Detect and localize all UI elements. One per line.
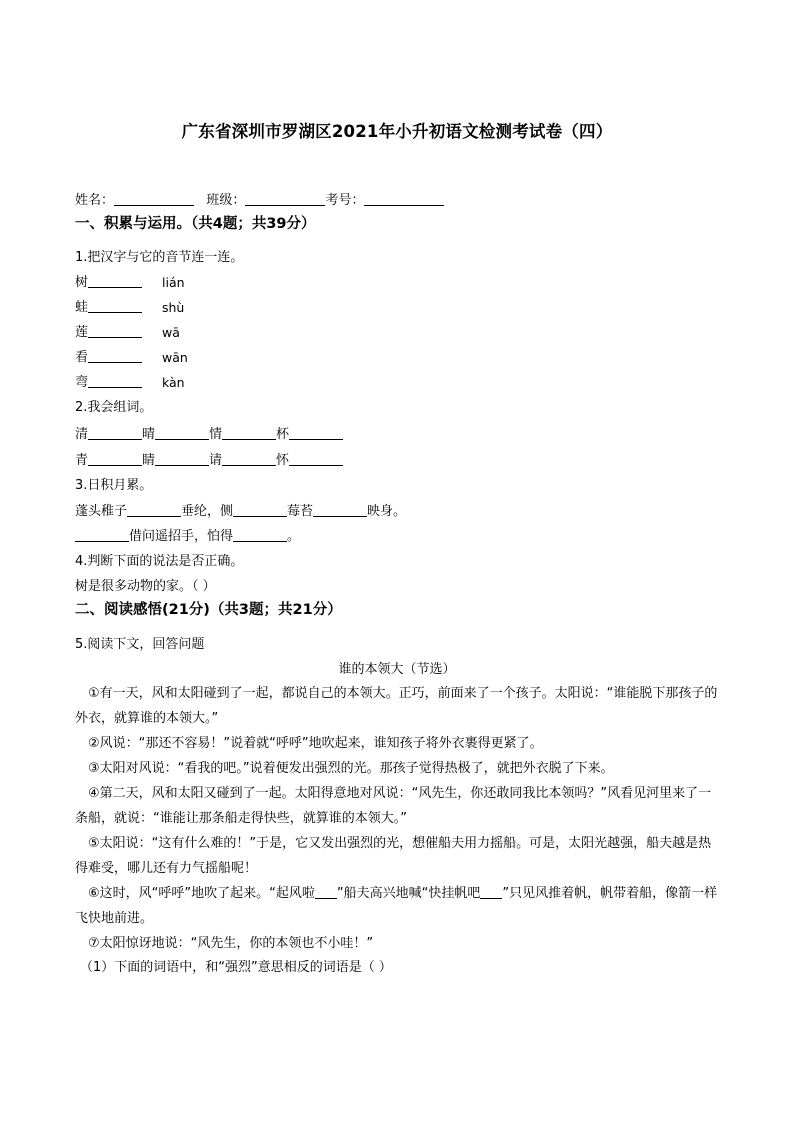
q2-stem: 2.我会组词。 <box>75 400 153 415</box>
q3-blank[interactable] <box>233 502 287 517</box>
q2-row-1 <box>75 425 343 445</box>
name-blank[interactable] <box>114 191 194 206</box>
q1-match-line[interactable] <box>88 323 142 338</box>
q1-pinyin: shù <box>162 300 185 315</box>
page-title: 广东省深圳市罗湖区2021年小升初语文检测考试卷（四） <box>181 122 613 141</box>
passage-paragraph-5 <box>75 831 721 881</box>
passage-paragraph-4 <box>75 781 721 831</box>
q2-blank[interactable] <box>155 425 209 440</box>
exam-number-blank[interactable] <box>364 191 444 206</box>
q4-statement: 树是很多动物的家。（ ） <box>75 579 216 594</box>
passage-paragraph-7 <box>75 931 721 956</box>
q3-text: 莓苔 <box>287 504 314 519</box>
passage-paragraph-1 <box>75 681 721 731</box>
q2-char: 青 <box>75 453 89 468</box>
q2-blank[interactable] <box>289 425 343 440</box>
q3-text: 蓬头稚子 <box>75 504 128 519</box>
punctuation-blank[interactable] <box>480 884 502 899</box>
q1-pinyin: wā <box>162 325 180 340</box>
q1-char-row <box>75 348 142 368</box>
name-label: 姓名： <box>75 193 115 208</box>
passage-paragraph-6 <box>75 881 721 931</box>
q3-blank[interactable] <box>233 527 287 542</box>
q1-pinyin: wān <box>162 350 188 365</box>
q3-text: 映身。 <box>367 504 407 519</box>
q1-char: 莲 <box>75 325 89 340</box>
q2-char: 怀 <box>276 453 290 468</box>
q5-stem: 5.阅读下文，回答问题 <box>75 637 205 652</box>
q3-blank[interactable] <box>75 527 129 542</box>
q1-match-line[interactable] <box>88 273 142 288</box>
q3-text: 垂纶，侧 <box>181 504 234 519</box>
q2-blank[interactable] <box>155 451 209 466</box>
q3-line-2 <box>75 527 300 547</box>
q1-char: 看 <box>75 350 89 365</box>
q3-text: 。 <box>287 529 301 544</box>
q1-match-line[interactable] <box>88 373 142 388</box>
q2-char: 杯 <box>276 427 290 442</box>
section1-heading: 一、积累与运用。（共4题；共39分） <box>75 216 316 232</box>
q1-char: 蛙 <box>75 300 89 315</box>
paragraph-text: ⑦太阳惊讶地说：“风先生，你的本领也不小哇！” <box>88 936 374 951</box>
q1-char-row <box>75 273 142 293</box>
q2-blank[interactable] <box>222 451 276 466</box>
q2-char: 清 <box>75 427 89 442</box>
q1-char: 树 <box>75 275 89 290</box>
q1-char-row <box>75 323 142 343</box>
q2-row-2 <box>75 451 343 471</box>
q2-blank[interactable] <box>289 451 343 466</box>
class-blank[interactable] <box>245 191 325 206</box>
q1-char: 弯 <box>75 375 89 390</box>
punctuation-blank[interactable] <box>315 884 337 899</box>
passage-title: 谁的本领大（节选） <box>338 662 456 677</box>
q3-blank[interactable] <box>313 502 367 517</box>
q3-stem: 3.日积月累。 <box>75 478 153 493</box>
paragraph-text: ①有一天，风和太阳碰到了一起，都说自己的本领大。正巧，前面来了一个孩子。太阳说：“谁能脱下那孩子的外衣，就算谁的本领大。” <box>75 686 718 726</box>
paragraph-text: ”只见风推着帆，帆带着船，像箭一样飞快地前进。 <box>75 886 718 926</box>
q2-char: 请 <box>209 453 223 468</box>
q2-blank[interactable] <box>222 425 276 440</box>
q5-subquestion-1: （1）下面的词语中，和“强烈”意思相反的词语是（ ） <box>80 960 392 975</box>
q2-char: 睛 <box>142 453 156 468</box>
q2-char: 情 <box>209 427 223 442</box>
paragraph-text: ③太阳对风说：“看我的吧。”说着便发出强烈的光。那孩子觉得热极了，就把外衣脱了下来。 <box>88 761 614 776</box>
passage-paragraph-3 <box>75 756 721 781</box>
q2-blank[interactable] <box>88 425 142 440</box>
q1-char-row <box>75 373 142 393</box>
q1-stem: 1.把汉字与它的音节连一连。 <box>75 250 244 265</box>
q2-blank[interactable] <box>88 451 142 466</box>
q1-char-row <box>75 298 142 318</box>
q3-text: 借问遥招手，怕得 <box>129 529 234 544</box>
student-info-line <box>75 191 444 211</box>
q1-pinyin: kàn <box>162 375 185 390</box>
exam-number-label: 考号： <box>325 193 365 208</box>
section2-heading: 二、阅读感悟(21分)（共3题；共21分） <box>75 602 342 618</box>
paragraph-text: ⑥这时，风“呼呼”地吹了起来。“起风啦 <box>88 886 315 901</box>
paragraph-text: ”船夫高兴地喊 <box>336 886 422 901</box>
q3-blank[interactable] <box>127 502 181 517</box>
q4-stem: 4.判断下面的说法是否正确。 <box>75 554 244 569</box>
paragraph-text: “快挂帆吧 <box>421 886 481 901</box>
passage-paragraph-2 <box>75 731 721 756</box>
q2-char: 晴 <box>142 427 156 442</box>
q1-match-line[interactable] <box>88 298 142 313</box>
paragraph-text: ④第二天，风和太阳又碰到了一起。太阳得意地对风说：“风先生，你还敢同我比本领吗？”风看见河里来了一条船，就说：“谁能让那条船走得快些，就算谁的本领大。” <box>75 786 712 826</box>
q1-match-line[interactable] <box>88 348 142 363</box>
q3-line-1 <box>75 502 406 522</box>
paragraph-text: ②风说：“那还不容易！”说着就“呼呼”地吹起来，谁知孩子将外衣裹得更紧了。 <box>88 736 543 751</box>
q1-pinyin: lián <box>162 275 185 290</box>
class-label: 班级： <box>206 193 246 208</box>
paragraph-text: ⑤太阳说：“这有什么难的！”于是，它又发出强烈的光，想催船夫用力摇船。可是，太阳光越强，船夫越是热得难受，哪儿还有力气摇船呢！ <box>75 836 712 876</box>
